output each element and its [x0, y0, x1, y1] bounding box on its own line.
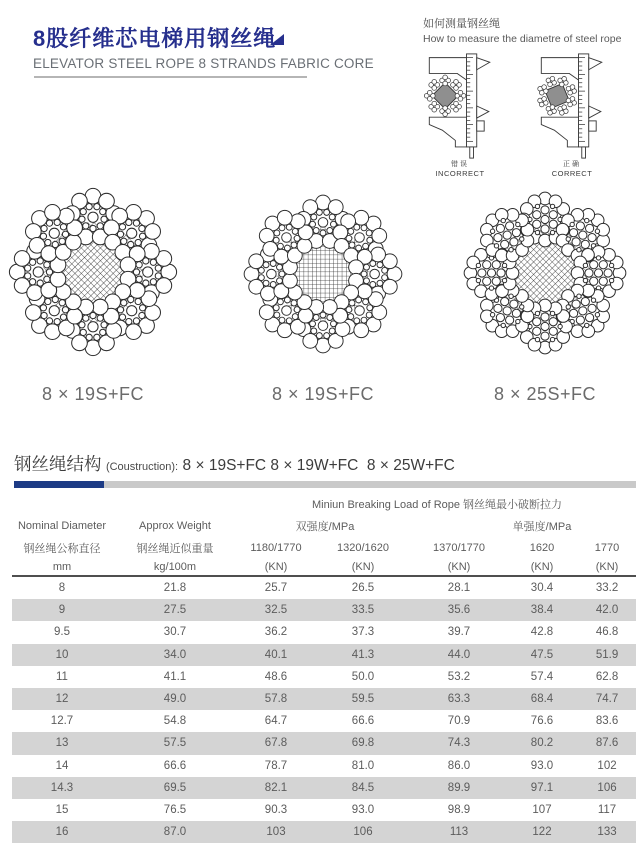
table-cell: 66.6 [351, 715, 375, 728]
table-cell: 57.5 [163, 737, 187, 750]
table-cell: 47.5 [530, 648, 554, 661]
table-cell: 98.9 [447, 803, 471, 816]
table-cell: 13 [55, 737, 69, 750]
table-cell: 37.3 [351, 626, 375, 639]
table-cell: 106 [597, 781, 617, 794]
breaking-load-title: Miniun Breaking Load of Rope 钢丝绳最小破断拉力 [312, 499, 563, 511]
group-spacer [578, 514, 636, 537]
table-cell: 48.6 [264, 670, 288, 683]
table-cell: 76.6 [530, 715, 554, 728]
table-cell: 84.5 [351, 781, 375, 794]
section-divider-accent [14, 481, 104, 488]
table-row [12, 799, 636, 821]
table-cell: 62.8 [595, 670, 619, 683]
caliper-svg [420, 52, 500, 160]
caliper-svg [532, 52, 612, 160]
col-weight-zh: 钢丝绳近似重量 [136, 542, 214, 555]
table-row [12, 644, 636, 666]
table-cell: 74.7 [595, 693, 619, 706]
construction-label-en: (Coustruction): [105, 461, 179, 473]
table-cell: 25.7 [264, 582, 288, 595]
construction-label-zh: 钢丝绳结构 [14, 454, 102, 474]
table-cell: 33.5 [351, 604, 375, 617]
table-row [12, 777, 636, 799]
table-cell: 70.9 [447, 715, 471, 728]
table-cell: 40.1 [264, 648, 288, 661]
table-cell: 27.5 [163, 604, 187, 617]
table-cell: 36.2 [264, 626, 288, 639]
table-cell: 87.0 [163, 826, 187, 839]
table-cell: 41.1 [163, 670, 187, 683]
col-diameter-en: Nominal Diameter [17, 519, 107, 532]
rope-label-1: 8 × 19S+FC [41, 384, 145, 404]
table-cell: 57.4 [530, 670, 554, 683]
table-cell: 69.8 [351, 737, 375, 750]
page-subtitle: ELEVATOR STEEL ROPE 8 STRANDS FABRIC CORE [33, 56, 374, 71]
table-cell: 44.0 [447, 648, 471, 661]
table-cell: 66.6 [163, 759, 187, 772]
measure-guide-heading [423, 15, 621, 45]
table-cell: 10 [55, 648, 69, 661]
caliper-label-en: INCORRECT [435, 169, 485, 178]
caliper-label-zh: 错误 [451, 161, 469, 168]
table-cell: 12.7 [50, 715, 74, 728]
title-underline [34, 76, 307, 78]
grade-header: 1370/1770 [433, 541, 485, 554]
table-cell: 16 [55, 826, 69, 839]
col-diameter-unit: mm [12, 558, 112, 576]
construction-heading [14, 451, 455, 476]
table-cell: 78.7 [264, 759, 288, 772]
table-cell: 107 [532, 803, 552, 816]
caliper-label-zh: 正确 [563, 161, 581, 168]
grade-header: 1770 [594, 541, 620, 554]
table-cell: 113 [449, 826, 469, 839]
table-cell: 90.3 [264, 803, 288, 816]
grade-header: 1180/1770 [250, 541, 302, 554]
table-cell: 42.8 [530, 626, 554, 639]
table-cell: 74.3 [447, 737, 471, 750]
table-cell: 89.9 [447, 781, 471, 794]
caliper-drawing-correct [530, 52, 614, 160]
rope-diagram-svg [5, 184, 181, 360]
table-cell: 38.4 [530, 604, 554, 617]
table-cell: 57.8 [264, 693, 288, 706]
table-cell: 86.0 [447, 759, 471, 772]
rope-cross-section-3 [459, 187, 631, 364]
table-cell: 46.8 [595, 626, 619, 639]
caliper-label-en: CORRECT [551, 169, 593, 178]
table-cell: 133 [597, 826, 617, 839]
table-cell: 41.3 [351, 648, 375, 661]
rope-diagram-svg [240, 191, 406, 357]
table-cell: 117 [597, 803, 617, 816]
grade-header: 1620 [529, 541, 555, 554]
section-divider-bar [14, 481, 636, 488]
table-row [12, 755, 636, 777]
table-cell: 15 [55, 803, 69, 816]
col-weight-unit: kg/100m [112, 558, 238, 576]
table-cell: 93.0 [530, 759, 554, 772]
table-cell: 14.3 [50, 781, 74, 794]
table-cell: 26.5 [351, 582, 375, 595]
table-cell: 97.1 [530, 781, 554, 794]
table-cell: 30.4 [530, 582, 554, 595]
table-cell: 35.6 [447, 604, 471, 617]
col-weight-en: Approx Weight [139, 519, 211, 532]
caliper-correct [530, 52, 614, 178]
table-cell: 34.0 [163, 648, 187, 661]
page-title: 8股纤维芯电梯用钢丝绳 [33, 26, 277, 51]
title-corner-triangle-icon [270, 34, 284, 45]
table-cell: 81.0 [351, 759, 375, 772]
table-cell: 87.6 [595, 737, 619, 750]
table-cell: 21.8 [163, 582, 187, 595]
table-cell: 83.6 [595, 715, 619, 728]
table-cell: 54.8 [163, 715, 187, 728]
spec-table [12, 494, 636, 843]
measure-guide-title-en: How to measure the diametre of steel rope [423, 33, 622, 45]
table-cell: 80.2 [530, 737, 554, 750]
table-cell: 51.9 [595, 648, 619, 661]
kn-unit: (KN) [314, 558, 412, 576]
table-row [12, 666, 636, 688]
table-cell: 68.4 [530, 693, 554, 706]
table-cell: 12 [55, 693, 69, 706]
kn-unit: (KN) [578, 558, 636, 576]
table-cell: 50.0 [351, 670, 375, 683]
kn-unit: (KN) [506, 558, 578, 576]
table-row [12, 821, 636, 843]
measure-guide-title-zh: 如何测量钢丝绳 [423, 18, 500, 30]
table-cell: 42.0 [595, 604, 619, 617]
table-cell: 59.5 [351, 693, 375, 706]
table-row [12, 621, 636, 643]
table-cell: 69.5 [163, 781, 187, 794]
group-single-strength: 单强度/MPa [512, 520, 572, 533]
rope-cross-section-2 [240, 191, 406, 362]
table-cell: 9.5 [54, 626, 70, 639]
table-cell: 67.8 [264, 737, 288, 750]
table-cell: 39.7 [447, 626, 471, 639]
caliper-drawing-incorrect [418, 52, 502, 160]
caliper-incorrect [418, 52, 502, 178]
table-cell: 122 [532, 826, 552, 839]
construction-items: 8 × 19S+FC 8 × 19W+FC 8 × 25W+FC [182, 457, 455, 474]
table-cell: 82.1 [264, 781, 288, 794]
group-spacer [412, 514, 506, 537]
table-cell: 64.7 [264, 715, 288, 728]
table-cell: 106 [353, 826, 373, 839]
table-row [12, 732, 636, 754]
table-cell: 30.7 [163, 626, 187, 639]
rope-label-3: 8 × 25S+FC [493, 384, 597, 404]
table-cell: 76.5 [163, 803, 187, 816]
table-cell: 93.0 [351, 803, 375, 816]
table-cell: 14 [55, 759, 69, 772]
table-cell: 63.3 [447, 693, 471, 706]
table-cell: 9 [58, 604, 66, 617]
table-cell: 8 [58, 582, 66, 595]
table-cell: 49.0 [163, 693, 187, 706]
col-diameter-zh: 钢丝绳公称直径 [23, 542, 101, 555]
caliper-illustrations [418, 52, 614, 178]
table-row [12, 576, 636, 599]
table-cell: 11 [56, 670, 68, 683]
rope-label-2: 8 × 19S+FC [271, 384, 375, 404]
table-cell: 103 [266, 826, 286, 839]
table-row [12, 599, 636, 621]
rope-diagram-svg [459, 187, 631, 359]
table-row [12, 688, 636, 710]
kn-unit: (KN) [412, 558, 506, 576]
table-cell: 102 [597, 759, 617, 772]
group-dual-strength: 双强度/MPa [295, 520, 355, 533]
table-cell: 33.2 [595, 582, 619, 595]
rope-cross-section-1 [5, 184, 181, 365]
table-cell: 28.1 [447, 582, 471, 595]
table-row [12, 710, 636, 732]
table-cell: 32.5 [264, 604, 288, 617]
table-cell: 53.2 [447, 670, 471, 683]
kn-unit: (KN) [238, 558, 314, 576]
grade-header: 1320/1620 [337, 541, 389, 554]
header-spacer [12, 494, 238, 514]
